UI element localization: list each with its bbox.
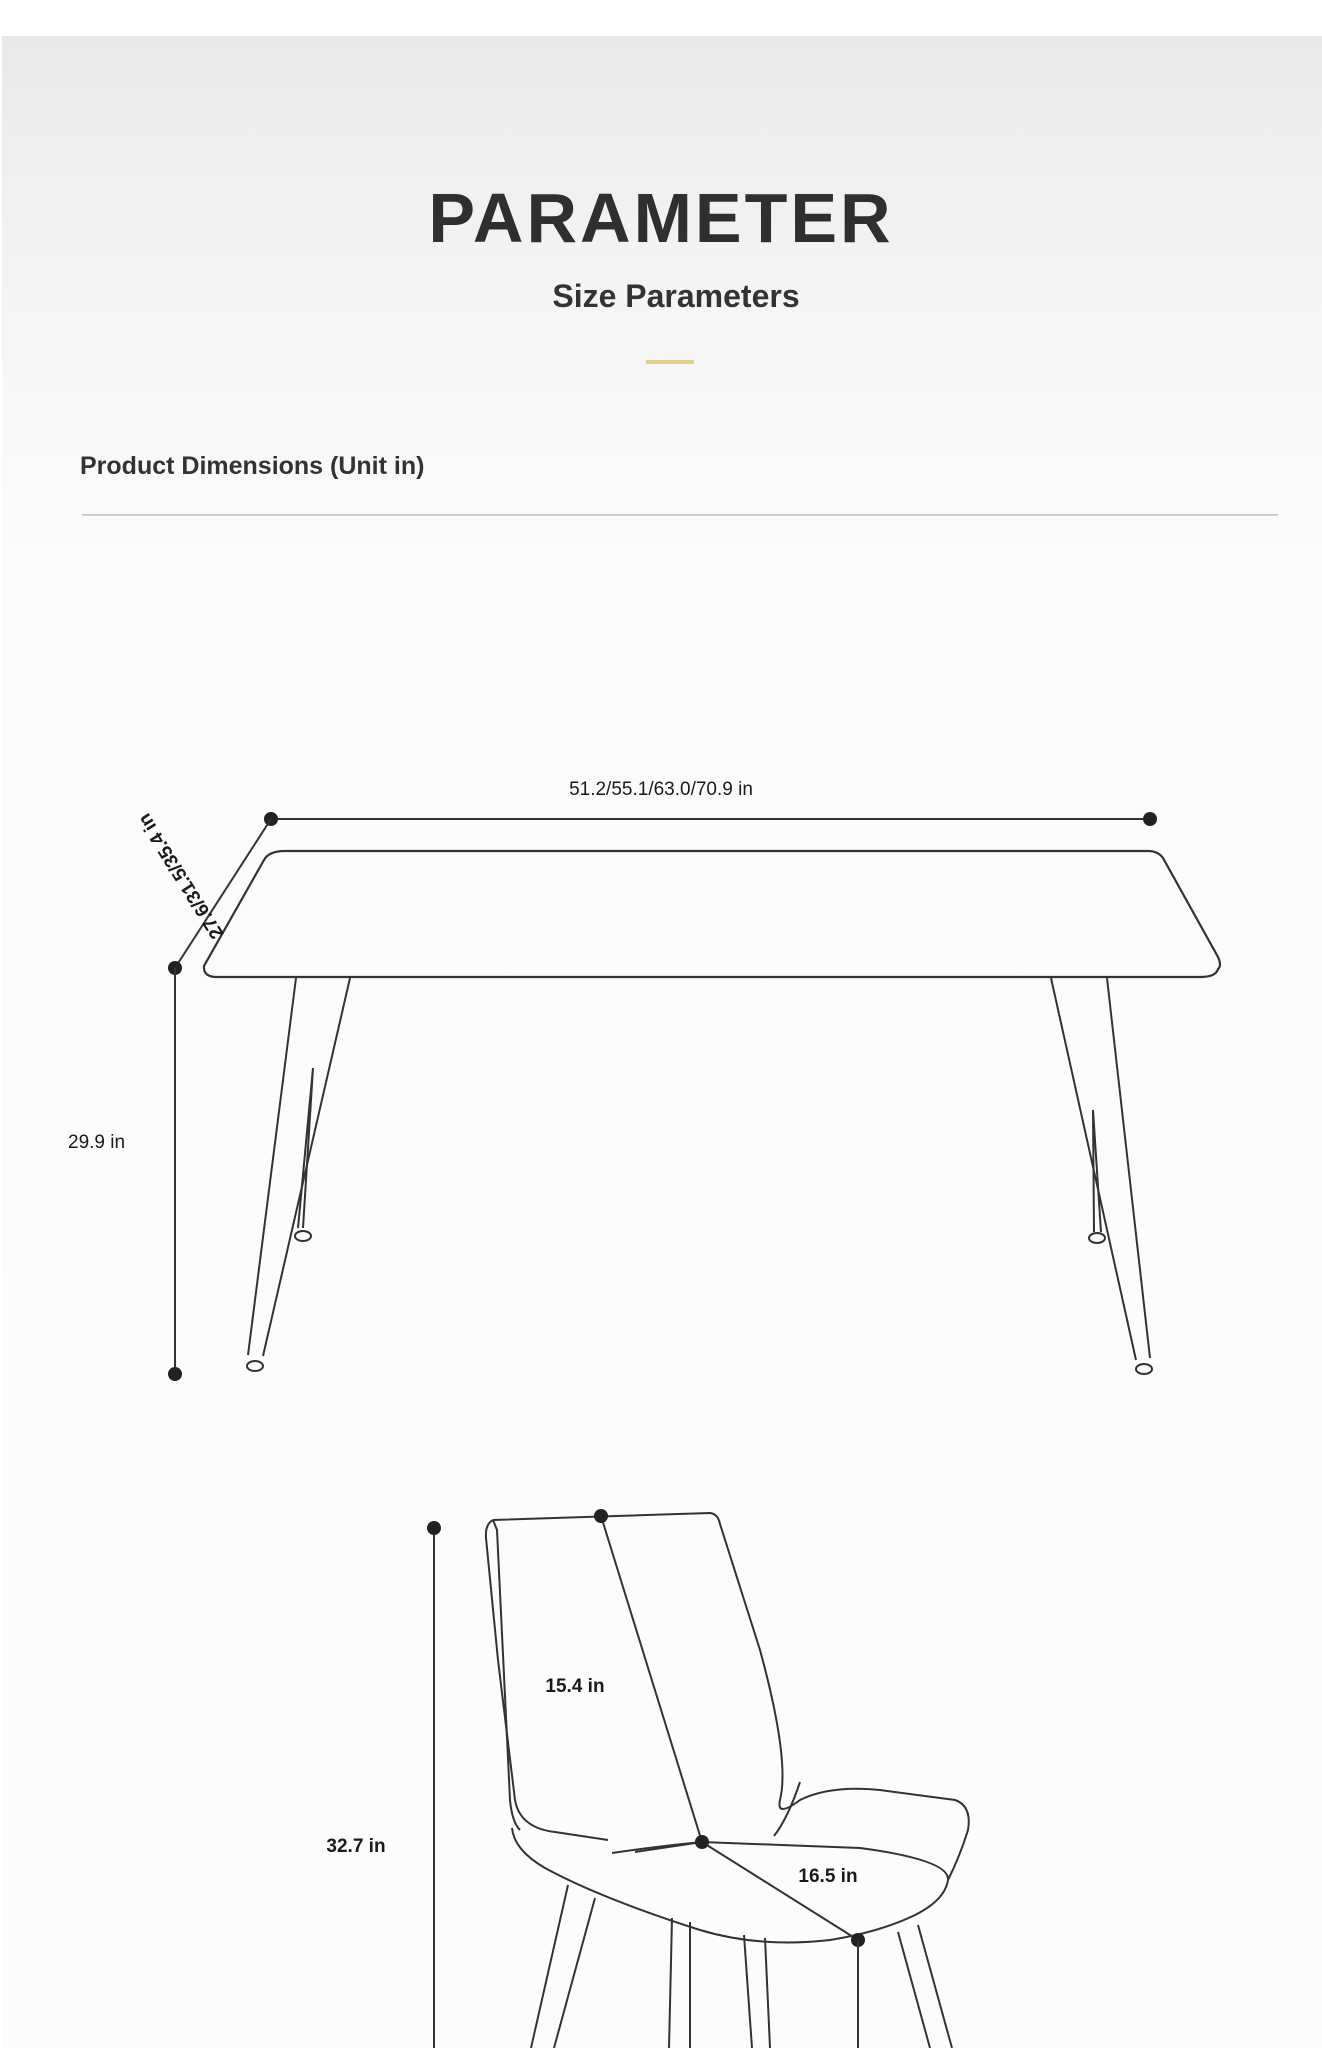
table-length-label: 51.2/55.1/63.0/70.9 in — [569, 779, 753, 800]
chair-height-label: 32.7 in — [326, 1836, 386, 1857]
chair-leg-back-right — [744, 1935, 770, 2048]
chair-seat-back-line — [612, 1842, 702, 1853]
chair-seat-back-dot — [695, 1835, 709, 1849]
table-leg-front-right — [1051, 978, 1150, 1360]
chair-height-dot — [427, 1521, 441, 1535]
page-subtitle: Size Parameters — [552, 278, 800, 314]
table-drawing — [168, 812, 1220, 1381]
chair-back-inner-edge — [493, 1520, 520, 1830]
chair-leg-front-right — [898, 1925, 952, 2048]
table-top — [204, 851, 1220, 977]
chair-seat-depth-line — [702, 1842, 858, 1940]
table-foot-front-right — [1136, 1364, 1152, 1374]
table-foot-back-left — [295, 1231, 311, 1241]
chair-seat-depth-label: 16.5 in — [798, 1866, 858, 1887]
table-depth-label: 27.6/31.5/35.4 in — [134, 809, 229, 943]
page-title: PARAMETER — [428, 179, 894, 257]
chair-back-width-label: 15.4 in — [545, 1676, 605, 1697]
table-leg-front-left — [248, 978, 350, 1356]
table-length-end-dot — [1143, 812, 1157, 826]
chair-back-seam — [601, 1516, 702, 1842]
table-height-dot — [168, 1367, 182, 1381]
table-foot-front-left — [247, 1361, 263, 1371]
table-height-label: 29.9 in — [68, 1132, 126, 1153]
section-title: Product Dimensions (Unit in) — [80, 452, 425, 480]
chair-drawing — [427, 1509, 969, 2048]
chair-back-top-dot — [594, 1509, 608, 1523]
chair-leg-front-left — [531, 1885, 595, 2048]
chair-seat-outline — [512, 1828, 948, 1942]
table-leg-back-right — [1093, 1110, 1101, 1232]
table-foot-back-right — [1089, 1233, 1105, 1243]
chair-leg-back-left — [669, 1918, 690, 2048]
